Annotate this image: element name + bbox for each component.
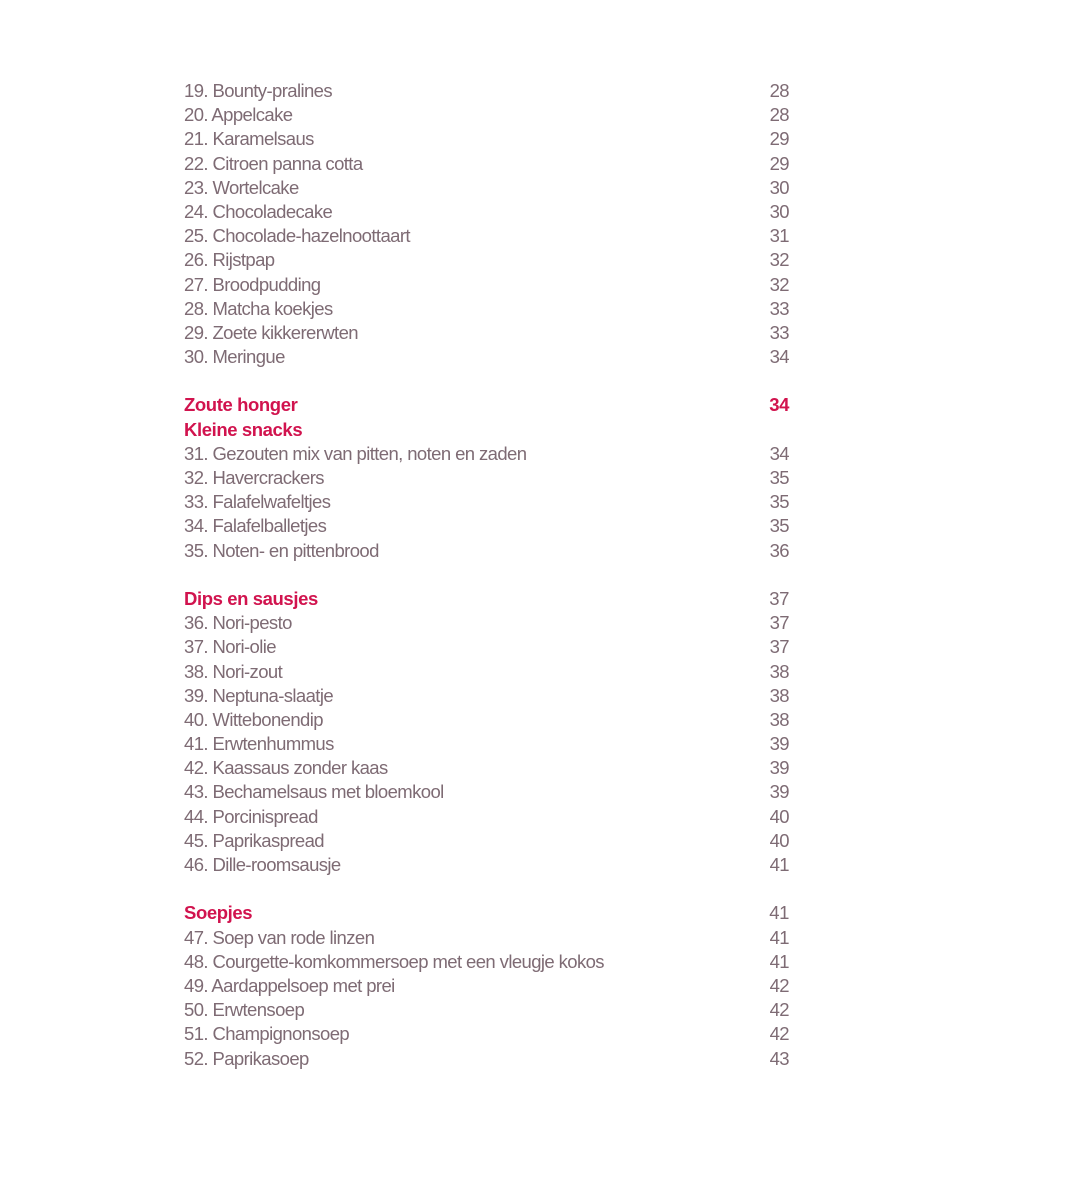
toc-entry-title: 25. Chocolade-hazelnoottaart (184, 225, 410, 247)
table-of-contents (184, 79, 789, 1071)
toc-entry (184, 950, 789, 974)
toc-entry-page-number: 42 (769, 999, 789, 1021)
toc-entry-page-number: 33 (769, 297, 789, 319)
toc-entry-page-number: 40 (769, 805, 789, 827)
toc-entry-title: 22. Citroen panna cotta (184, 152, 363, 174)
toc-entry (184, 273, 789, 297)
toc-section (184, 79, 789, 369)
toc-entry-page-number: 32 (769, 249, 789, 271)
toc-entry-title: 20. Appelcake (184, 104, 293, 126)
toc-entry-page-number: 37 (769, 636, 789, 658)
toc-entry-page-number: 42 (769, 1023, 789, 1045)
toc-entry (184, 248, 789, 272)
toc-entry (184, 635, 789, 659)
toc-entry-title: 34. Falafelballetjes (184, 515, 327, 537)
toc-entry (184, 442, 789, 466)
toc-entry (184, 466, 789, 490)
toc-entry-page-number: 39 (769, 781, 789, 803)
toc-entry-page-number: 35 (769, 491, 789, 513)
toc-entry-page-number: 28 (769, 80, 789, 101)
toc-entry (184, 684, 789, 708)
section-spacer (184, 877, 789, 901)
toc-entry (184, 79, 789, 103)
section-heading (184, 418, 789, 442)
toc-entry-page-number: 43 (769, 1047, 789, 1069)
toc-entry (184, 756, 789, 780)
toc-entry-title: 31. Gezouten mix van pitten, noten en zaden (184, 442, 527, 464)
toc-entry-page-number: 41 (769, 926, 789, 948)
toc-entry-title: 28. Matcha koekjes (184, 297, 333, 319)
toc-entry-title: 47. Soep van rode linzen (184, 926, 375, 948)
toc-entry-title: 32. Havercrackers (184, 467, 324, 488)
toc-entry-page-number: 30 (769, 200, 789, 222)
toc-entry-title: 43. Bechamelsaus met bloemkool (184, 781, 444, 803)
section-heading-page-number: 34 (769, 394, 789, 416)
toc-entry (184, 1047, 789, 1071)
toc-entry (184, 490, 789, 514)
toc-section (184, 901, 789, 1070)
toc-entry-title: 36. Nori-pesto (184, 612, 292, 634)
toc-entry (184, 224, 789, 248)
toc-entry-title: 29. Zoete kikkererwten (184, 321, 358, 343)
toc-entry (184, 732, 789, 756)
toc-entry-page-number: 37 (769, 612, 789, 634)
toc-entry-title: 26. Rijstpap (184, 249, 275, 271)
toc-entry-page-number: 28 (769, 104, 789, 126)
toc-entry (184, 539, 789, 563)
toc-entry-page-number: 41 (769, 950, 789, 972)
toc-entry (184, 829, 789, 853)
section-heading (184, 901, 789, 925)
toc-entry-title: 44. Porcinispread (184, 805, 318, 827)
toc-entry-title: 52. Paprikasoep (184, 1047, 309, 1069)
toc-entry-title: 21. Karamelsaus (184, 128, 314, 150)
toc-entry (184, 321, 789, 345)
toc-entry-page-number: 29 (769, 152, 789, 174)
toc-entry (184, 176, 789, 200)
toc-entry-page-number: 38 (769, 660, 789, 682)
toc-entry (184, 1022, 789, 1046)
toc-entry (184, 805, 789, 829)
section-heading-title: Dips en sausjes (184, 587, 318, 609)
toc-entry (184, 926, 789, 950)
toc-entry-title: 30. Meringue (184, 346, 285, 368)
toc-entry-page-number: 38 (769, 684, 789, 706)
toc-entry (184, 127, 789, 151)
toc-entry-title: 50. Erwtensoep (184, 999, 305, 1021)
toc-entry-title: 40. Wittebonendip (184, 708, 323, 730)
toc-entry-page-number: 30 (769, 176, 789, 198)
section-spacer (184, 563, 789, 587)
section-heading-title: Zoute honger (184, 394, 298, 416)
toc-entry-title: 27. Broodpudding (184, 273, 321, 295)
toc-entry-page-number: 42 (769, 974, 789, 996)
toc-entry-title: 48. Courgette-komkommersoep met een vleugje kokos (184, 950, 604, 972)
toc-entry-page-number: 33 (769, 321, 789, 343)
toc-entry (184, 345, 789, 369)
toc-entry (184, 974, 789, 998)
section-heading-page-number: 41 (769, 902, 789, 924)
toc-entry (184, 660, 789, 684)
toc-entry (184, 152, 789, 176)
toc-entry (184, 200, 789, 224)
toc-entry-title: 46. Dille-roomsausje (184, 854, 341, 875)
toc-entry (184, 103, 789, 127)
section-heading (184, 587, 789, 611)
toc-entry (184, 514, 789, 538)
toc-entry-page-number: 39 (769, 757, 789, 779)
toc-entry (184, 998, 789, 1022)
toc-entry-page-number: 29 (769, 128, 789, 150)
toc-entry-page-number: 40 (769, 829, 789, 851)
toc-entry-page-number: 35 (769, 515, 789, 537)
toc-section (184, 393, 789, 562)
toc-entry (184, 780, 789, 804)
section-heading (184, 393, 789, 417)
toc-entry-page-number: 38 (769, 708, 789, 730)
toc-entry-title: 23. Wortelcake (184, 176, 299, 198)
toc-entry-title: 41. Erwtenhummus (184, 733, 334, 755)
toc-entry (184, 611, 789, 635)
toc-entry (184, 853, 789, 877)
toc-entry-page-number: 41 (769, 854, 789, 875)
section-heading-title: Soepjes (184, 902, 253, 924)
toc-entry (184, 297, 789, 321)
toc-entry-title: 38. Nori-zout (184, 660, 283, 682)
toc-entry-page-number: 34 (769, 442, 789, 464)
toc-entry-title: 51. Champignonsoep (184, 1023, 350, 1045)
toc-entry-title: 39. Neptuna-slaatje (184, 684, 334, 706)
toc-entry-page-number: 39 (769, 733, 789, 755)
toc-entry-title: 45. Paprikaspread (184, 829, 324, 851)
section-spacer (184, 369, 789, 393)
toc-entry-title: 35. Noten- en pittenbrood (184, 539, 379, 561)
section-heading-title: Kleine snacks (184, 418, 303, 440)
toc-entry-page-number: 35 (769, 467, 789, 488)
toc-entry-title: 37. Nori-olie (184, 636, 276, 658)
toc-entry (184, 708, 789, 732)
toc-entry-title: 19. Bounty-pralines (184, 80, 333, 101)
toc-entry-title: 33. Falafelwafeltjes (184, 491, 331, 513)
toc-entry-page-number: 32 (769, 273, 789, 295)
section-heading-page-number: 37 (769, 587, 789, 609)
toc-section (184, 587, 789, 877)
toc-entry-page-number: 34 (769, 346, 789, 368)
toc-entry-title: 49. Aardappelsoep met prei (184, 974, 395, 996)
toc-entry-title: 42. Kaassaus zonder kaas (184, 757, 388, 779)
toc-entry-title: 24. Chocoladecake (184, 200, 333, 222)
toc-entry-page-number: 36 (769, 539, 789, 561)
toc-entry-page-number: 31 (769, 225, 789, 247)
